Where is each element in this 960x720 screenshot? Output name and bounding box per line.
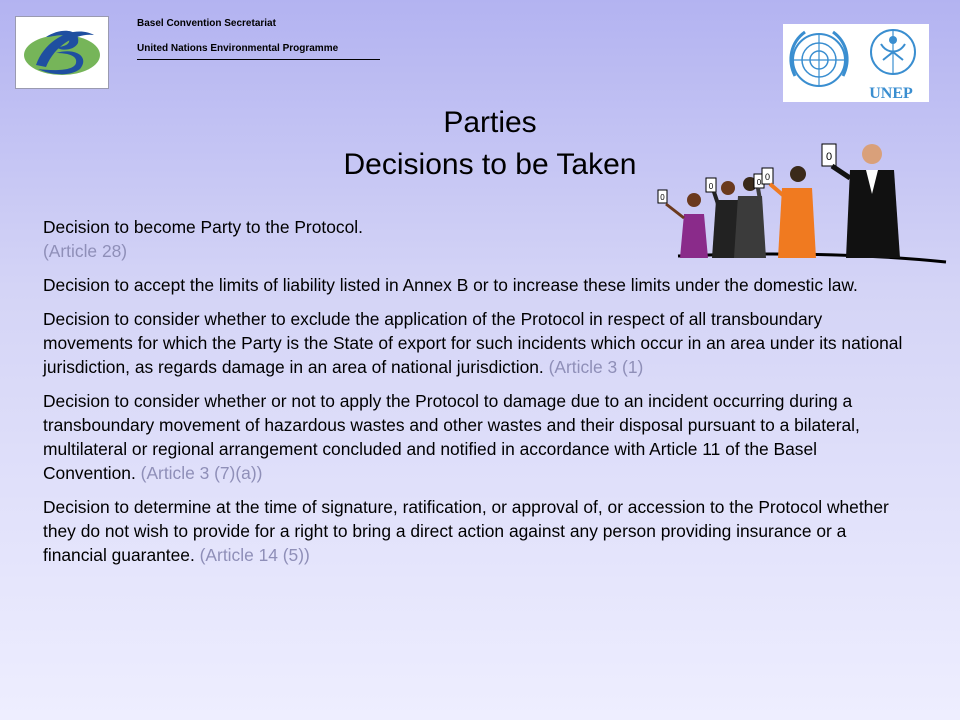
title-line-1: Parties [443,106,537,139]
secretariat-label: Basel Convention Secretariat [137,18,276,29]
decision-text: Decision to accept the limits of liability listed in Annex B or to increase these limits under the domestic law. [43,275,858,295]
unep-emblem-icon [871,30,915,74]
card-label: 0 [708,182,714,191]
decision-text: Decision to consider whether or not to apply the Protocol to damage due to an incident occurring during a transboundary movement of hazardous wastes and other wastes and their disposal pursuant to a bilateral, multilateral or regional arrangement concluded and notified in accordance with Article 11 of the Basel Convention. [43,391,860,483]
unep-logo-text: UNEP [869,85,913,102]
title-line-2: Decisions to be Taken [343,148,637,181]
basel-convention-logo [15,16,109,89]
un-emblem-icon [791,32,847,86]
decision-item [43,495,903,567]
article-reference: (Article 3 (1) [548,357,644,377]
decisions-list [43,215,903,577]
header-divider [137,59,380,60]
decision-text: Decision to determine at the time of signature, ratification, or approval of, or accession to the Protocol whether they do not wish to provide for a right to bring a direct action against any person providing insurance or a financial guarantee. [43,497,889,565]
card-label: 0 [825,151,833,163]
un-unep-logo [783,24,929,102]
decision-text: Decision to consider whether to exclude the application of the Protocol in respect of all transboundary movements for which the Party is the State of export for such incidents which occur in an area under its national jurisdiction, as regards damage in an area of national jurisdiction. [43,309,903,377]
programme-label: United Nations Environmental Programme [137,43,339,54]
decision-item [43,307,903,379]
article-reference: (Article 28) [43,241,128,261]
decision-item [43,215,903,263]
header-block [137,14,382,60]
article-reference: (Article 3 (7)(a)) [140,463,263,483]
decision-text: Decision to become Party to the Protocol. [43,217,363,237]
card-label: 0 [756,178,762,187]
article-reference: (Article 14 (5)) [199,545,310,565]
card-label: 0 [660,193,665,202]
page-title [300,102,680,186]
card-label: 0 [764,172,771,182]
decision-item [43,389,903,485]
decision-item [43,273,903,297]
